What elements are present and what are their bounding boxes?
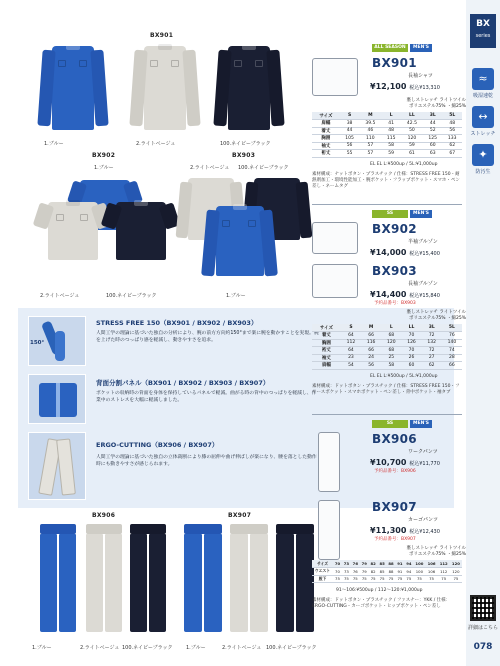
bx901-sketch bbox=[312, 58, 358, 96]
size-table-row: 着丈 44 46 48 50 52 56 bbox=[312, 127, 462, 135]
series-code: BX bbox=[476, 19, 490, 29]
size-table-header: サイズ S M L LL 3L 5L bbox=[312, 112, 462, 120]
color-caption: 100.ネイビーブラック bbox=[266, 645, 317, 651]
color-caption: 1.ブルー bbox=[94, 165, 114, 171]
bx906-sketch bbox=[318, 432, 340, 492]
reserve-bx906: 予約品番号：BX906 bbox=[374, 469, 416, 474]
season-badge: SS bbox=[372, 210, 408, 218]
fabric-name: 裏しストレッチ ライトツイル bbox=[406, 546, 466, 551]
size-table-bx903 bbox=[312, 324, 462, 370]
qr-label: 詳細はこちら bbox=[467, 625, 498, 631]
model-bx906: BX906 bbox=[372, 432, 417, 446]
pants-bx907-navy bbox=[276, 524, 314, 632]
feature-label-moisture: 吸湿速乾 bbox=[472, 93, 493, 99]
color-caption: 1.ブルー bbox=[44, 141, 64, 147]
kind-bx907: カーゴパンツ bbox=[408, 517, 439, 523]
fabric-bx901 bbox=[382, 98, 466, 110]
feature-label-stretch: ストレッチ bbox=[470, 131, 496, 137]
gender-badge: MEN'S bbox=[410, 210, 432, 218]
reserve-bx903: 予約品番号：BX903 bbox=[374, 301, 416, 306]
fabric-name: 裏しストレッチ ライトツイル bbox=[406, 98, 466, 103]
group-code-bx903: BX903 bbox=[232, 152, 256, 159]
kind-bx903: 長袖ブルゾン bbox=[408, 281, 438, 287]
ergo-cutting-title: ERGO-CUTTING（BX906 / BX907） bbox=[96, 441, 219, 449]
size-note-bx907: 91〜106:¥500up / 112〜120:¥1,000up bbox=[336, 588, 423, 593]
bx907-sketch bbox=[318, 500, 340, 560]
size-table-row: 袖丈 56 57 58 59 60 62 bbox=[312, 142, 462, 150]
color-caption: 100.ネイビーブラック bbox=[122, 645, 173, 651]
feature-label-antistatic: 防汚生 bbox=[475, 169, 491, 175]
stress-angle-label: 150° bbox=[30, 340, 45, 346]
pants-bx906-beige bbox=[86, 524, 122, 632]
group-code-bx907: BX907 bbox=[228, 512, 252, 519]
size-table-row: 股下 75 75 75 75 75 75 75 75 75 75 75 75 75 bbox=[312, 575, 462, 583]
group-code-bx902: BX902 bbox=[92, 152, 116, 159]
color-caption: 1.ブルー bbox=[186, 645, 206, 651]
price-value: ¥12,100 bbox=[370, 82, 407, 91]
color-caption: 2.ライトベージュ bbox=[136, 141, 176, 147]
size-table-row: 肩幅 38 39.5 41 42.5 44 48 bbox=[312, 120, 462, 128]
size-note-bx903: EL EL L:¥500up / 5L:¥1,000up bbox=[370, 374, 438, 379]
size-table-bx901 bbox=[312, 112, 462, 158]
price-value: ¥10,700 bbox=[370, 458, 407, 467]
price-value: ¥11,300 bbox=[370, 526, 407, 535]
gender-badge: MEN'S bbox=[410, 44, 432, 52]
stress-free-text: 人間工学の理論に基づいた独自の分析により、腕の前方方向約150°まで楽に腕を動かすことを実現。腕を上げた時のつっぱり感を軽減し、動きやすさを追求。 bbox=[96, 331, 319, 343]
season-badge: SS bbox=[372, 420, 408, 428]
group-code-bx901: BX901 bbox=[150, 32, 174, 39]
color-caption: 2.ライトベージュ bbox=[190, 165, 230, 171]
size-table-row: 着丈 64 66 68 70 72 76 bbox=[312, 332, 462, 340]
color-caption: 1.ブルー bbox=[32, 645, 52, 651]
ergo-cutting-text: 人間工学の理論に基づいた独自の立体裁断により膝の屈伸や曲げ伸ばしが楽になり、腰を落とした動作時にも動きやすさが感じられます。 bbox=[96, 455, 317, 467]
price-bx907 bbox=[370, 526, 440, 535]
back-panel-illustration bbox=[28, 374, 86, 424]
color-caption: 2.ライトベージュ bbox=[40, 293, 80, 299]
fabric-name: 裏しストレッチ ライトツイル bbox=[406, 310, 466, 315]
gender-badge: MEN'S bbox=[410, 420, 432, 428]
antistatic-icon: ✦ bbox=[472, 144, 494, 166]
model-bx902: BX902 bbox=[372, 222, 417, 236]
price-value: ¥14,400 bbox=[370, 290, 407, 299]
size-table-row: 裄丈 55 57 59 61 63 67 bbox=[312, 150, 462, 158]
color-caption: 1.ブルー bbox=[226, 293, 246, 299]
color-caption: 2.ライトベージュ bbox=[80, 645, 120, 651]
back-panel-text: ポケットの収納時の背面を身体を保持しているパネルで軽減。曲がる時の背中のつっぱりを軽減し、作業中のストレスを大幅に軽減しました。 bbox=[96, 391, 317, 403]
notes-bx907: 素材構成：ドットボタン・プラスチック / ファスナー：YKK / 仕様：ERGO-CUTTING・カーゴポケット・ヒップポケット・ペン差し bbox=[312, 598, 451, 609]
size-table-row: ウエスト 70 73 76 79 82 85 88 91 94 100 106 112 120 bbox=[312, 568, 462, 576]
price-tax: 税込¥11,770 bbox=[409, 461, 440, 467]
fabric-detail: ポリエステル75% ・綿25% bbox=[408, 104, 466, 109]
fabric-bx903 bbox=[382, 310, 466, 322]
divider bbox=[312, 204, 462, 205]
size-table-header: サイズ 70 73 76 79 82 85 88 91 94 100 106 112 120 bbox=[312, 560, 462, 568]
bx903-sketch bbox=[312, 264, 358, 298]
price-bx901 bbox=[370, 82, 440, 91]
price-tax: 税込¥15,840 bbox=[409, 293, 440, 299]
pants-bx907-beige bbox=[230, 524, 268, 632]
model-bx907: BX907 bbox=[372, 500, 417, 514]
pants-bx906-blue bbox=[40, 524, 76, 632]
size-table-header: サイズ S M L LL 3L 5L bbox=[312, 324, 462, 332]
stretch-icon: ↔ bbox=[472, 106, 494, 128]
size-table-bx907 bbox=[312, 560, 462, 583]
notes-bx901: 素材構成：ナットボタン・プラスチック / 仕様：STRESS FREE 150・耐熱剤加工・環境性能加工・腕ポケット・フラップポケット・スマホ・ペン差し・ネームタグ bbox=[312, 172, 460, 189]
fabric-detail: ポリエステル75% ・綿25% bbox=[408, 552, 466, 557]
pants-bx907-blue bbox=[184, 524, 222, 632]
color-caption: 100.ネイビーブラック bbox=[238, 165, 289, 171]
size-note-bx901: EL EL L:¥500up / 5L:¥1,000up bbox=[370, 162, 438, 167]
model-bx901: BX901 bbox=[372, 56, 417, 70]
price-bx902 bbox=[370, 248, 440, 257]
size-table-row: 肩幅 54 56 58 60 62 66 bbox=[312, 362, 462, 370]
price-bx906 bbox=[370, 458, 440, 467]
color-caption: 2.ライトベージュ bbox=[222, 645, 262, 651]
price-bx903 bbox=[370, 290, 440, 299]
size-table-row: 裄丈 64 66 68 70 72 74 bbox=[312, 347, 462, 355]
stress-free-title: STRESS FREE 150（BX901 / BX902 / BX903） bbox=[96, 319, 258, 327]
price-tax: 税込¥12,430 bbox=[409, 529, 440, 535]
kind-bx901: 長袖シャツ bbox=[408, 73, 433, 79]
kind-bx902: 半袖ブルゾン bbox=[408, 239, 438, 245]
price-tax: 税込¥13,310 bbox=[409, 85, 440, 91]
series-label: series bbox=[475, 33, 491, 39]
size-table-row: 胸囲 112 116 120 126 132 140 bbox=[312, 339, 462, 347]
series-sidebar bbox=[466, 0, 500, 666]
price-tax: 税込¥15,400 bbox=[409, 251, 440, 257]
color-caption: 100.ネイビーブラック bbox=[106, 293, 157, 299]
reserve-bx907: 予約品番号：BX907 bbox=[374, 537, 416, 542]
season-badge: ALL SEASON bbox=[372, 44, 408, 52]
size-table-row: 袖丈 23 24 25 26 27 28 bbox=[312, 354, 462, 362]
fabric-bx907 bbox=[382, 546, 466, 558]
divider bbox=[312, 414, 462, 415]
qr-code-icon[interactable] bbox=[470, 595, 496, 621]
group-code-bx906: BX906 bbox=[92, 512, 116, 519]
page-number: 078 bbox=[473, 642, 493, 652]
price-value: ¥14,000 bbox=[370, 248, 407, 257]
bx902-sketch bbox=[312, 222, 358, 254]
kind-bx906: ワークパンツ bbox=[408, 449, 438, 455]
moisture-icon: ≈ bbox=[472, 68, 494, 90]
pants-bx906-navy bbox=[130, 524, 166, 632]
fabric-detail: ポリエステル75% ・綿25% bbox=[408, 316, 466, 321]
back-panel-title: 背面分割パネル（BX901 / BX902 / BX903 / BX907） bbox=[96, 379, 270, 387]
series-tab bbox=[470, 14, 496, 48]
ergo-cutting-illustration bbox=[28, 432, 86, 500]
model-bx903: BX903 bbox=[372, 264, 417, 278]
color-caption: 100.ネイビーブラック bbox=[220, 141, 271, 147]
notes-bx903: 素材構成：ドットボタン・プラスチック / 仕様：STRESS FREE 150・フリースポケット・スマホポケット・ペン差し・背中ポケット・袖タブ bbox=[312, 384, 460, 395]
size-table-row: 胸囲 105 110 115 120 125 133 bbox=[312, 135, 462, 143]
